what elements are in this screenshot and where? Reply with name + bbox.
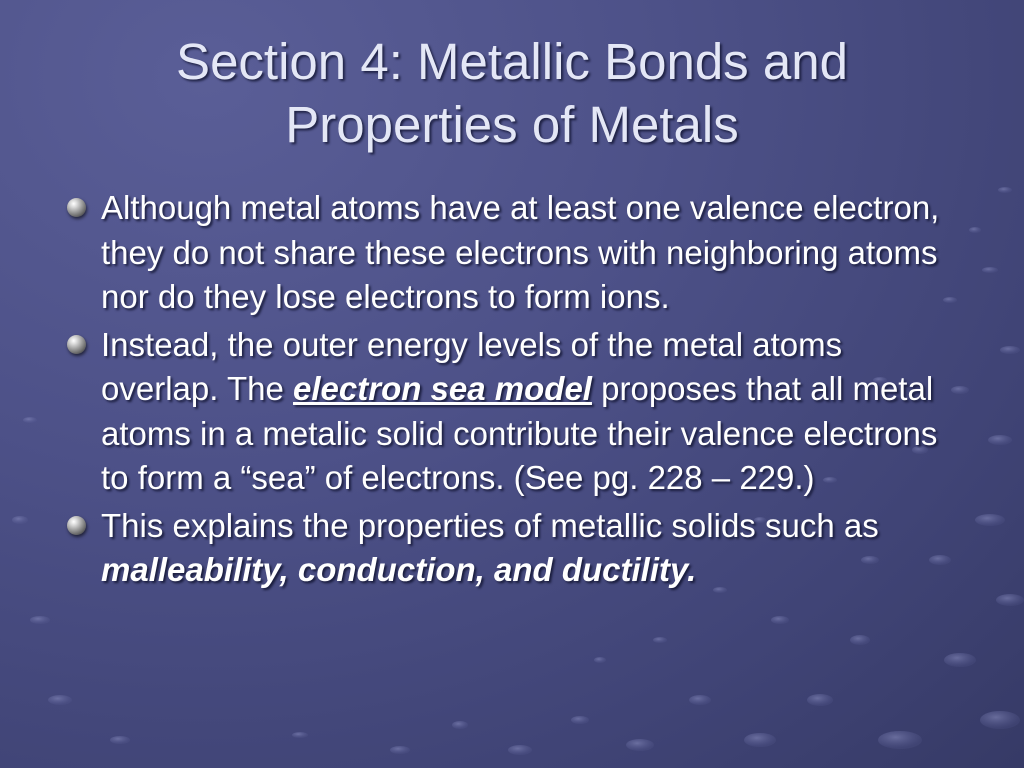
electron-sea-model-term: electron sea model bbox=[293, 370, 592, 407]
title-line-1: Section 4: Metallic Bonds and bbox=[176, 33, 848, 90]
bullet-item-1 bbox=[64, 186, 964, 320]
bullet-item-3 bbox=[64, 504, 964, 593]
sphere-bullet-icon bbox=[67, 198, 86, 217]
bullet-text: Although metal atoms have at least one valence electron, they do not share these electrons with neighboring atoms nor do they lose electrons to form ions. bbox=[101, 189, 940, 315]
bullet-text-after: proposes that all metal atoms in a metalic solid contribute their valence electrons to form a “sea” of electrons. (See pg. 228 – 229.) bbox=[101, 370, 938, 496]
bullet-item-2 bbox=[64, 323, 964, 501]
bullet-text-before: Instead, the outer energy levels of the metal atoms overlap. The bbox=[101, 325, 843, 407]
title-line-2: Properties of Metals bbox=[285, 96, 739, 153]
slide-title bbox=[60, 30, 964, 156]
bullet-text-before: This explains the properties of metallic solids such as bbox=[101, 506, 879, 544]
bullet-list bbox=[64, 186, 964, 596]
properties-term: malleability, conduction, and ductility. bbox=[101, 551, 697, 588]
sphere-bullet-icon bbox=[67, 335, 86, 354]
sphere-bullet-icon bbox=[67, 516, 86, 535]
